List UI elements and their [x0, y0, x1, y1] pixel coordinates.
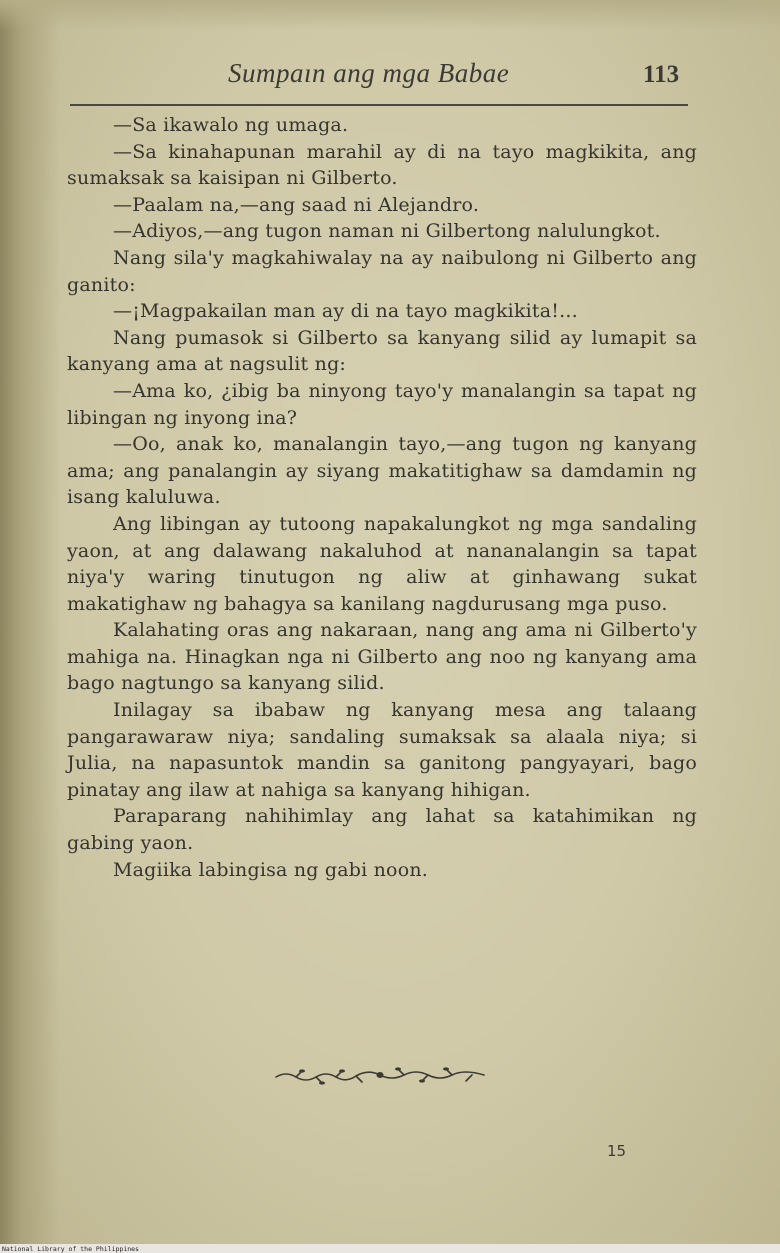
body-text: [67, 112, 697, 883]
ornament-divider-icon: [272, 1063, 488, 1087]
paragraph: —Sa kinahapunan marahil ay di na tayo magkikita, ang sumaksak sa kaisipan ni Gilberto.: [67, 140, 697, 190]
page-shadow-top: [0, 0, 780, 30]
paragraph: Magiika labingisa ng gabi noon.: [113, 858, 429, 881]
paragraph: Paraparang nahihimlay ang lahat sa katahimikan ng gabing yaon.: [67, 805, 697, 855]
running-header-title: Sumpaın ang mga Babae: [228, 58, 510, 88]
page-number: 113: [643, 61, 680, 88]
paragraph: —Ama ko, ¿ibig ba ninyong tayo'y manalangin sa tapat ng libingan ng inyong ina?: [67, 379, 697, 429]
library-credit: National Library of the Philippines: [2, 1245, 139, 1253]
paragraph: Nang pumasok si Gilberto sa kanyang silid ay lumapit sa kanyang ama at nagsulit ng:: [67, 326, 697, 376]
paragraph: —Oo, anak ko, manalangin tayo,—ang tugon ng kanyang ama; ang panalangin ay siyang makatitighaw sa damdamin ng isang kaluluwa.: [67, 433, 697, 509]
paragraph: —Paalam na,—ang saad ni Alejandro.: [113, 193, 480, 216]
paragraph: —Sa ikawalo ng umaga.: [113, 114, 349, 136]
paragraph: —Adiyos,—ang tugon naman ni Gilbertong nalulungkot.: [113, 220, 661, 243]
paragraph: Inilagay sa ibabaw ng kanyang mesa ang talaang pangarawaraw niya; sandaling sumaksak sa alaala niya; si Julia, na napasuntok mandin sa ganitong pangyayari, bago pinatay ang ilaw at nahiga sa kanyang hihigan.: [67, 699, 697, 801]
printer-signature-mark: 15: [607, 1142, 627, 1160]
paragraph: Kalahating oras ang nakaraan, nang ang ama ni Gilberto'y mahiga na. Hinagkan nga ni Gilberto ang noo ng kanyang ama bago nagtungo sa kanyang silid.: [67, 619, 697, 695]
page-shadow-left: [0, 0, 60, 1244]
header-rule: [70, 104, 688, 106]
paragraph: Nang sila'y magkahiwalay na ay naibulong ni Gilberto ang ganito:: [67, 246, 697, 296]
paragraph: Ang libingan ay tutoong napakalungkot ng mga sandaling yaon, at ang dalawang nakaluhod at nananalangin sa tapat niya'y waring tinutugon ng aliw at ginhawang sukat makatighaw ng bahagya sa kanilang nagdurusang mga puso.: [67, 512, 697, 615]
paragraph: —¡Magpakailan man ay di na tayo magkikita!...: [113, 300, 578, 323]
